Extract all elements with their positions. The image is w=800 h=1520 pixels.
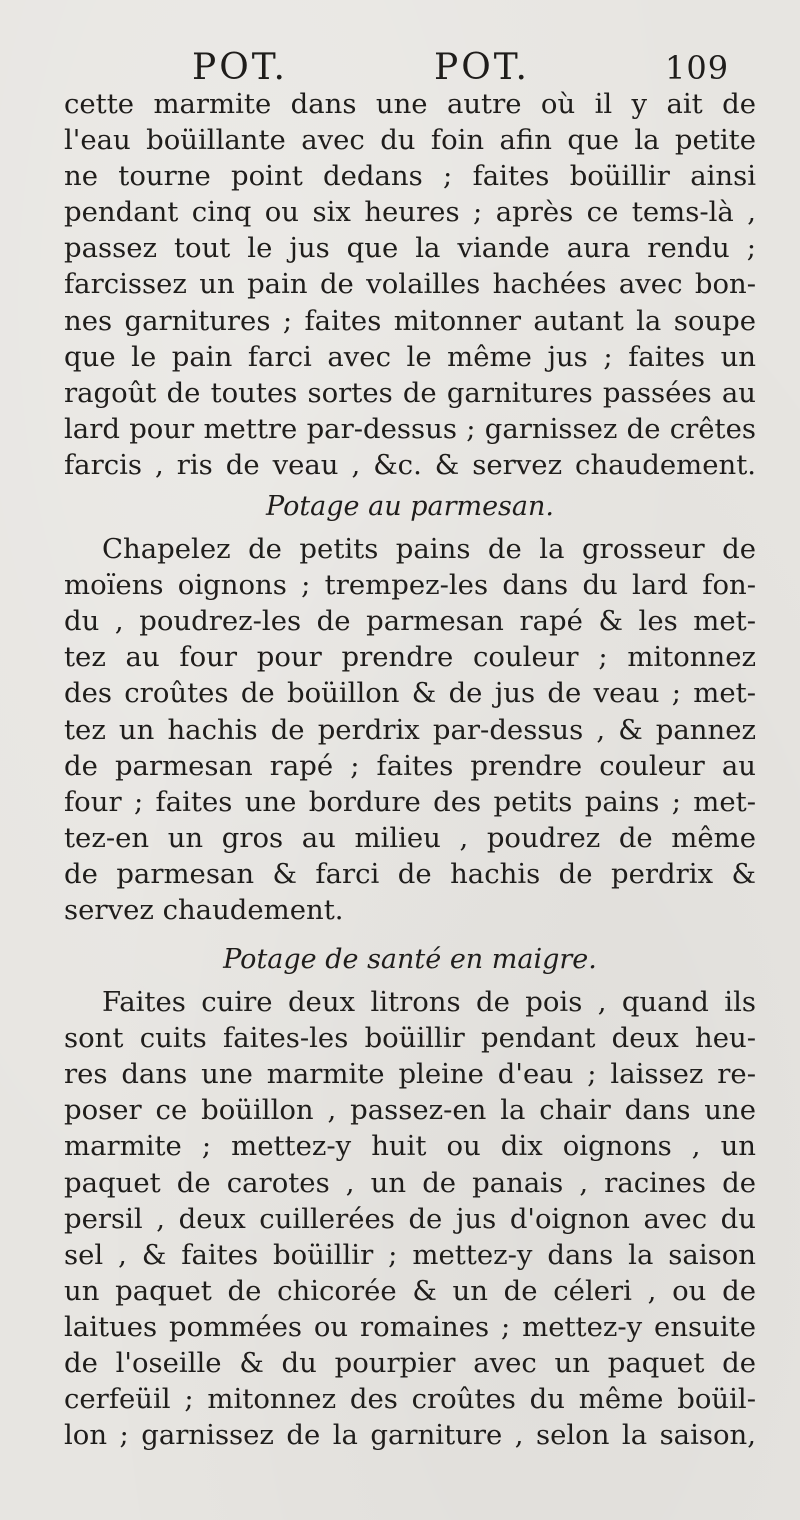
text-line: tez un hachis de perdrix par-dessus , & pannez: [64, 713, 756, 746]
text-line: lon ; garnissez de la garniture , selon la saison,: [64, 1419, 756, 1452]
text-line: sont cuits faites-les boüillir pendant deux heu-: [64, 1022, 756, 1055]
text-line: poser ce boüillon , passez-en la chair dans une: [64, 1094, 756, 1127]
text-line: ne tourne point dedans ; faites boüillir ainsi: [64, 160, 756, 193]
page-body: [64, 86, 756, 1453]
text-line: l'eau boüillante avec du foin afin que la petite: [64, 124, 756, 157]
text-line: moïens oignons ; trempez-les dans du lard fon-: [64, 569, 756, 602]
text-line: Chapelez de petits pains de la grosseur de: [102, 533, 756, 566]
section-title-parmesan: Potage au parmesan.: [266, 491, 554, 523]
text-line: farcis , ris de veau , &c. & servez chaudement.: [64, 448, 756, 481]
sante-paragraph: [64, 984, 756, 1453]
text-line: sel , & faites boüillir ; mettez-y dans la saison: [64, 1238, 756, 1271]
header-right-title: POT.: [434, 47, 530, 88]
header-left-title: POT.: [192, 47, 288, 88]
section-title-sante: Potage de santé en maigre.: [223, 944, 597, 976]
text-line: de l'oseille & du pourpier avec un paquet de: [64, 1347, 756, 1379]
text-line: tez-en un gros au milieu , poudrez de même: [64, 821, 756, 854]
text-line: cerfeüil ; mitonnez des croûtes du même boüil-: [64, 1383, 756, 1416]
text-line: marmite ; mettez-y huit ou dix oignons , un: [64, 1130, 756, 1163]
text-line: lard pour mettre par-dessus ; garnissez de crêtes: [64, 412, 756, 445]
text-line: tez au four pour prendre couleur ; mitonnez: [64, 641, 756, 674]
text-line: ragoût de toutes sortes de garnitures passées au: [64, 376, 756, 409]
text-line: cette marmite dans une autre où il y ait de: [64, 88, 756, 120]
text-line: de parmesan & farci de hachis de perdrix &: [64, 857, 756, 890]
running-header: [0, 44, 800, 92]
text-line: res dans une marmite pleine d'eau ; laissez re-: [64, 1058, 756, 1091]
text-line: pendant cinq ou six heures ; après ce tems-là ,: [64, 196, 756, 229]
text-line: de parmesan rapé ; faites prendre couleur au: [64, 749, 756, 782]
text-line: persil , deux cuillerées de jus d'oignon avec du: [64, 1202, 756, 1235]
text-line: laitues pommées ou romaines ; mettez-y ensuite: [64, 1310, 756, 1343]
text-line: Faites cuire deux litrons de pois , quand ils: [102, 986, 756, 1019]
text-line: du , poudrez-les de parmesan rapé & les met-: [64, 605, 756, 638]
text-line: des croûtes de boüillon & de jus de veau ; met-: [64, 677, 756, 710]
text-line: farcissez un pain de volailles hachées avec bon-: [64, 268, 756, 301]
text-line: four ; faites une bordure des petits pains ; met-: [64, 785, 756, 818]
page-number: 109: [665, 49, 730, 87]
text-line: nes garnitures ; faites mitonner autant la soupe: [64, 304, 756, 337]
parmesan-paragraph: [64, 531, 756, 928]
continuation-paragraph: [64, 86, 756, 483]
text-line: paquet de carotes , un de panais , racines de: [64, 1166, 756, 1199]
text-line: que le pain farci avec le même jus ; faites un: [64, 340, 756, 373]
text-line: passez tout le jus que la viande aura rendu ;: [64, 232, 756, 265]
text-line: servez chaudement.: [64, 893, 344, 926]
text-line: un paquet de chicorée & un de céleri , ou de: [64, 1274, 756, 1307]
